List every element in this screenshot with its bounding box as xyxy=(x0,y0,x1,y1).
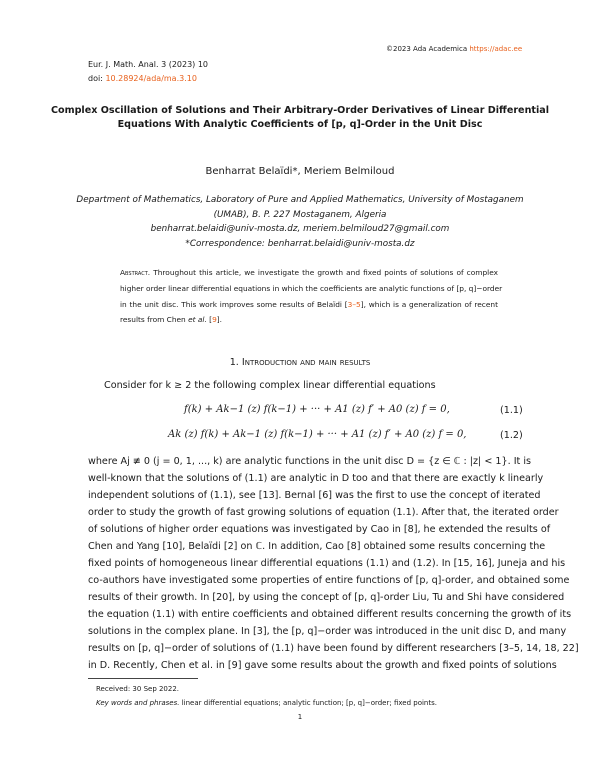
footnote-rule xyxy=(88,678,198,679)
intro-sentence: Consider for k ≥ 2 the following complex linear differential equations xyxy=(104,380,436,391)
body-line: of solutions of higher order equations was investigated by Cao in [8], he extended the results of xyxy=(88,524,551,535)
title-line-1: Complex Oscillation of Solutions and Their Arbitrary-Order Derivatives of Linear Differential xyxy=(50,105,550,116)
received-date: Received: 30 Sep 2022. xyxy=(96,685,180,693)
equation-1-1: f(k) + Ak−1 (z) f(k−1) + ··· + A1 (z) f′ + A0 (z) f = 0, xyxy=(184,404,450,415)
abstract-line-2: higher order linear differential equations in which the coefficients are analytic functions of [p, q]−order xyxy=(120,284,503,293)
section-heading xyxy=(0,357,600,368)
site-url-link[interactable]: https://adac.ee xyxy=(469,45,523,53)
abstract-line-1: Abstract. Throughout this article, we investigate the growth and fixed points of solutions of complex xyxy=(120,268,498,277)
journal-citation: Eur. J. Math. Anal. 3 (2023) 10 xyxy=(88,60,209,69)
body-line: order to study the growth of fast growing solutions of equation (1.1). After that, the iterated order xyxy=(88,507,559,518)
body-line: fixed points of homogeneous linear differential equations (1.1) and (1.2). In [15, 16], Juneja and his xyxy=(88,558,566,569)
citation-link[interactable]: 9 xyxy=(212,315,217,324)
body-line: Chen and Yang [10], Belaïdi [2] on ℂ. In addition, Cao [8] obtained some results concerning the xyxy=(88,541,546,552)
copyright: ©2023 Ada Academica xyxy=(386,45,468,53)
abstract-label: Abstract. xyxy=(120,268,151,277)
title-line-2: Equations With Analytic Coefficients of [p, q]-Order in the Unit Disc xyxy=(117,119,483,130)
section-title: Introduction and main results xyxy=(241,357,371,368)
section-number: 1. xyxy=(229,357,239,368)
equation-number-1-2: (1.2) xyxy=(500,430,523,441)
doi-label: doi: xyxy=(88,74,103,83)
doi-link[interactable]: 10.28924/ada/ma.3.10 xyxy=(105,74,197,83)
keywords-label: Key words and phrases. xyxy=(96,699,180,707)
body-line: solutions in the complex plane. In [3], the [p, q]−order was introduced in the unit disc D, and many xyxy=(88,626,567,637)
citation-link[interactable]: 3–5 xyxy=(347,300,361,309)
body-line: where Aj ≢ 0 (j = 0, 1, ..., k) are analytic functions in the unit disc D = {z ∈ ℂ : |z| < 1}. It is xyxy=(88,456,532,467)
affiliation xyxy=(0,193,600,251)
doi-line xyxy=(88,74,197,83)
affiliation-line-1: Department of Mathematics, Laboratory of Pure and Applied Mathematics, University of Mostaganem xyxy=(76,195,524,205)
body-line: independent solutions of (1.1), see [13]. Bernal [6] was the first to use the concept of iterated xyxy=(88,490,541,501)
body-line: results on [p, q]−order of solutions of (1.1) have been found by different researchers [3–5, 14, 18, 22] xyxy=(88,643,579,654)
body-line: co-authors have investigated some properties of entire functions of [p, q]-order, and obtained some xyxy=(88,575,570,586)
keywords: linear differential equations; analytic function; [p, q]−order; fixed points. xyxy=(181,699,437,707)
equation-1-2: Ak (z) f(k) + Ak−1 (z) f(k−1) + ··· + A1 (z) f′ + A0 (z) f = 0, xyxy=(168,429,467,440)
keywords-line xyxy=(96,699,437,707)
equation-number-1-1: (1.1) xyxy=(500,405,523,416)
body-line: in D. Recently, Chen et al. in [9] gave some results about the growth and fixed points of solutions xyxy=(88,660,557,671)
body-line: results of their growth. In [20], by using the concept of [p, q]-order Liu, Tu and Shi have considered xyxy=(88,592,565,603)
affiliation-line-2: (UMAB), B. P. 227 Mostaganem, Algeria xyxy=(213,209,387,220)
abstract-line-4: results from Chen et al. [9]. xyxy=(120,315,222,324)
authors: Benharrat Belaïdi*, Meriem Belmiloud xyxy=(205,166,395,177)
paper-title xyxy=(0,104,600,132)
author-emails: benharrat.belaidi@univ-mosta.dz, meriem.belmiloud27@gmail.com xyxy=(150,224,450,234)
page-number: 1 xyxy=(297,713,303,721)
body-line: the equation (1.1) with entire coefficients and obtained different results concerning the growth of its xyxy=(88,609,572,620)
abstract-line-3: in the unit disc. This work improves some results of Belaïdi [3–5], which is a generalization of recent xyxy=(120,300,498,309)
correspondence: *Correspondence: benharrat.belaidi@univ-mosta.dz xyxy=(185,238,415,249)
copyright-line xyxy=(386,45,522,53)
body-line: well-known that the solutions of (1.1) are analytic in D too and that there are exactly k linearly xyxy=(88,473,544,484)
